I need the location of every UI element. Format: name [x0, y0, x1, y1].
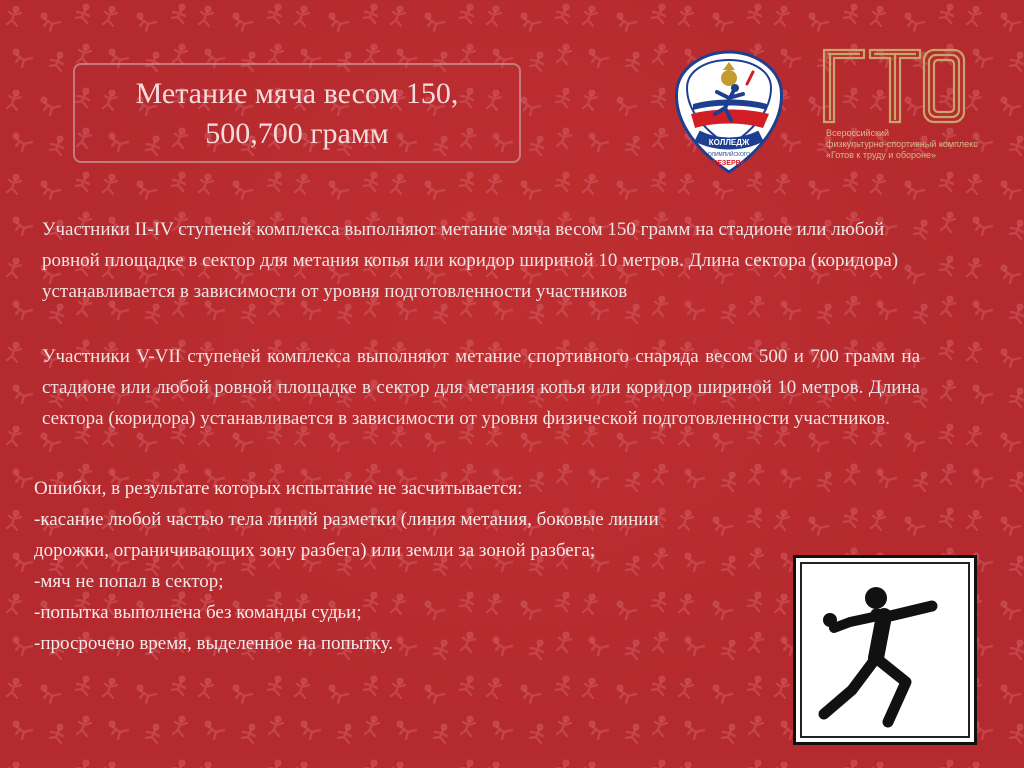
gto-logo — [818, 46, 968, 126]
ball-throw-icon — [796, 558, 974, 742]
gto-caption-line: Всероссийский — [826, 128, 890, 138]
paragraph-stages-5-7: Участники V-VII ступеней комплекса выполняют метание спортивного снаряда весом 500 и 700 грамм на стадионе или любой ровной площадке в сектор для метания копья или коридор шириной 10 метров. Длина сектора (коридора) устанавливается в зависимости от уровня физической подготовленности участников. — [42, 346, 920, 429]
error-item: -попытка выполнена без команды судьи; — [34, 602, 362, 623]
error-item: дорожки, ограничивающих зону разбега) или земли за зоной разбега; — [34, 540, 596, 561]
error-item: -мяч не попал в сектор; — [34, 571, 224, 592]
gto-caption-line: физкультурно-спортивный комплекс — [826, 139, 978, 149]
gto-caption-line: «Готов к труду и обороне» — [826, 150, 936, 160]
slide-title: Метание мяча весом 150, 500,700 грамм — [135, 77, 459, 150]
gto-caption — [826, 128, 996, 161]
paragraph-stages-2-4: Участники II-IV ступеней комплекса выполняют метание мяча весом 150 грамм на стадионе или любой ровной площадке в сектор для метания копья или коридор шириной 10 метров. Длина сектора (коридора) устанавливается в зависимости от уровня подготовленности участников — [42, 219, 899, 302]
svg-text:КОЛЛЕДЖ: КОЛЛЕДЖ — [708, 138, 750, 147]
svg-text:РЕЗЕРВА: РЕЗЕРВА — [712, 160, 746, 167]
error-item: -просрочено время, выделенное на попытку. — [34, 633, 394, 654]
error-item: -касание любой частью тела линий разметки (линия метания, боковые линии — [34, 509, 659, 530]
errors-list — [34, 473, 874, 659]
college-logo — [673, 48, 785, 176]
ball-throw-sign — [793, 555, 977, 745]
errors-heading: Ошибки, в результате которых испытание не засчитывается: — [34, 478, 523, 499]
svg-text:ОЛИМПИЙСКОГО: ОЛИМПИЙСКОГО — [707, 152, 751, 158]
